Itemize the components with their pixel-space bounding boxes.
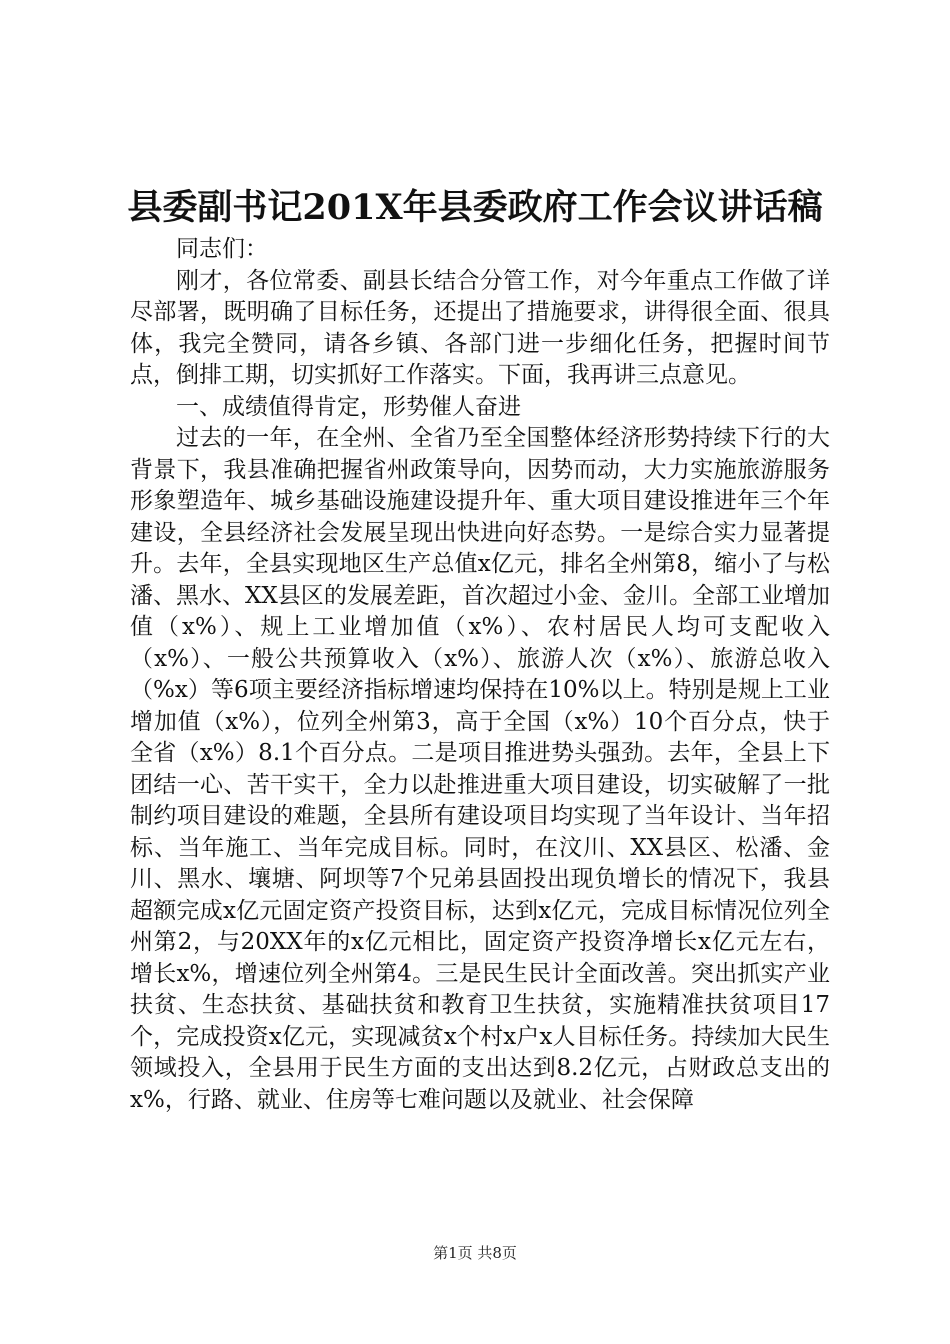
document-body <box>130 234 830 1116</box>
page-footer: 第1页 共8页 <box>433 1244 517 1262</box>
body-paragraph: 过去的一年，在全州、全省乃至全国整体经济形势持续下行的大背景下，我县准确把握省州政策导向，因势而动，大力实施旅游服务形象塑造年、城乡基础设施建设提升年、重大项目建设推进年三个年建设，全县经济社会发展呈现出快进向好态势。一是综合实力显著提升。去年，全县实现地区生产总值x亿元，排名全州第8，缩小了与松潘、黑水、XX县区的发展差距，首次超过小金、金川。全部工业增加值（x%）、规上工业增加值（x%）、农村居民人均可支配收入（x%）、一般公共预算收入（x%）、旅游人次（x%）、旅游总收入（%x）等6项主要经济指标增速均保持在10%以上。特别是规上工业增加值（x%），位列全州第3，高于全国（x%）10个百分点，快于全省（x%）8.1个百分点。二是项目推进势头强劲。去年，全县上下团结一心、苦干实干，全力以赴推进重大项目建设，切实破解了一批制约项目建设的难题，全县所有建设项目均实现了当年设计、当年招标、当年施工、当年完成目标。同时，在汶川、XX县区、松潘、金川、黑水、壤塘、阿坝等7个兄弟县固投出现负增长的情况下，我县超额完成x亿元固定资产投资目标，达到x亿元，完成目标情况位列全州第2，与20XX年的x亿元相比，固定资产投资净增长x亿元左右，增长x%，增速位列全州第4。三是民生民计全面改善。突出抓实产业扶贫、生态扶贫、基础扶贫和教育卫生扶贫，实施精准扶贫项目17个，完成投资x亿元，实现减贫x个村x户x人目标任务。持续加大民生领域投入，全县用于民生方面的支出达到8.2亿元，占财政总支出的x%，行路、就业、住房等七难问题以及就业、社会保障 <box>130 425 830 1113</box>
document-title: 县委副书记201X年县委政府工作会议讲话稿 <box>127 187 823 228</box>
section-heading: 一、成绩值得肯定，形势催人奋进 <box>176 393 521 420</box>
intro-paragraph: 刚才，各位常委、副县长结合分管工作，对今年重点工作做了详尽部署，既明确了目标任务，还提出了措施要求，讲得很全面、很具体，我完全赞同，请各乡镇、各部门进一步细化任务，把握时间节点，倒排工期，切实抓好工作落实。下面，我再讲三点意见。 <box>130 267 830 388</box>
salutation-paragraph: 同志们： <box>176 236 268 262</box>
